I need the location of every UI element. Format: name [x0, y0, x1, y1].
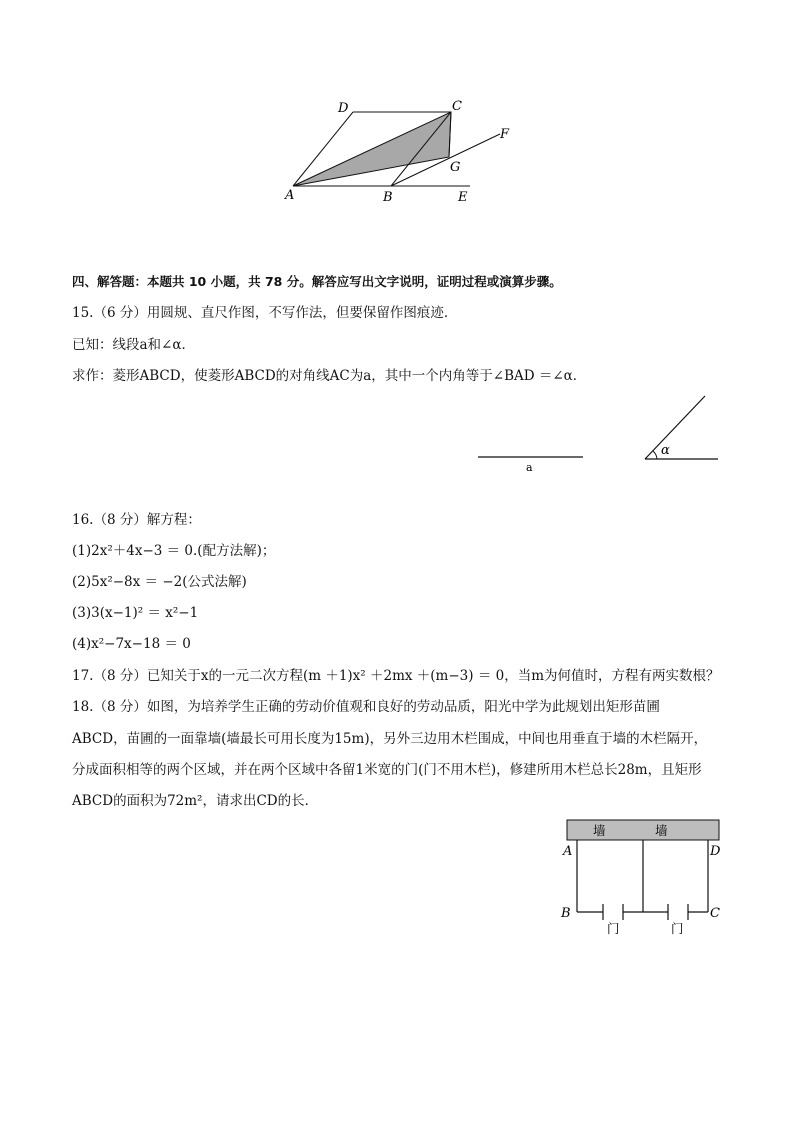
wall-bar [567, 820, 719, 840]
label-C: C [452, 99, 462, 114]
label-G: G [450, 160, 461, 175]
q16-title: 16.（8 分）解方程： [72, 512, 201, 528]
wall-label-2: 墙 [655, 823, 668, 838]
q15-title: 15.（6 分）用圆规、直尺作图，不写作法，但要保留作图痕迹． [72, 305, 458, 321]
q18-line-4: ABCD的面积为72m²，请求出CD的长． [72, 793, 319, 809]
door-label-1: 门 [607, 921, 620, 936]
label-E: E [458, 190, 468, 205]
label-D: D [338, 101, 349, 116]
segment-a-label: a [526, 461, 533, 474]
label-B: B [383, 190, 393, 205]
figure-segment-a [470, 445, 595, 477]
q18-line-2: ABCD，苗圃的一面靠墙(墙最长可用长度为15m)，另外三边用木栏围成，中间也用垂直于墙的木栏隔开， [72, 731, 708, 747]
q16-item-3: (3)3(x−1)² ＝ x²−1 [72, 605, 199, 621]
wall-label-1: 墙 [593, 823, 606, 838]
shaded-triangle [293, 112, 451, 186]
label-F: F [500, 127, 510, 142]
figure-angle-alpha [640, 390, 724, 462]
q18-line-1: 18.（8 分）如图，为培养学生正确的劳动价值观和良好的劳动品质，阳光中学为此规划出矩形苗圃 [72, 699, 660, 715]
q15-given: 已知：线段a和∠α． [72, 337, 195, 353]
angle-arc [653, 451, 657, 459]
q16-item-1: (1)2x²＋4x−3 ＝ 0.(配方法解)； [72, 543, 276, 559]
q18-line-3: 分成面积相等的两个区域，并在两个区域中各留1米宽的门(门不用木栏)，修建所用木栏总长28m，且矩形 [72, 762, 702, 778]
figure-garden [555, 815, 727, 940]
angle-alpha-label: α [661, 443, 670, 458]
q16-item-2: (2)5x²−8x ＝ −2(公式法解) [72, 574, 247, 590]
q17-text: 17.（8 分）已知关于x的一元二次方程(m ＋1)x² ＋2mx ＋(m−3) ＝ 0，当m为何值时，方程有两实数根？ [72, 668, 720, 684]
garden-label-B: B [561, 906, 571, 921]
label-A: A [285, 188, 295, 203]
q16-item-4: (4)x²−7x−18 ＝ 0 [72, 636, 191, 652]
q15-task: 求作：菱形ABCD，使菱形ABCD的对角线AC为a，其中一个内角等于∠BAD ＝∠α． [72, 368, 587, 384]
angle-upper-ray [645, 396, 705, 459]
figure-parallelogram [270, 92, 530, 210]
garden-label-A: A [563, 844, 573, 859]
section-4-header: 四、解答题：本题共 10 小题，共 78 分。解答应写出文字说明，证明过程或演算步骤。 [72, 274, 562, 289]
garden-label-C: C [710, 906, 720, 921]
door-label-2: 门 [671, 921, 684, 936]
garden-label-D: D [710, 844, 721, 859]
